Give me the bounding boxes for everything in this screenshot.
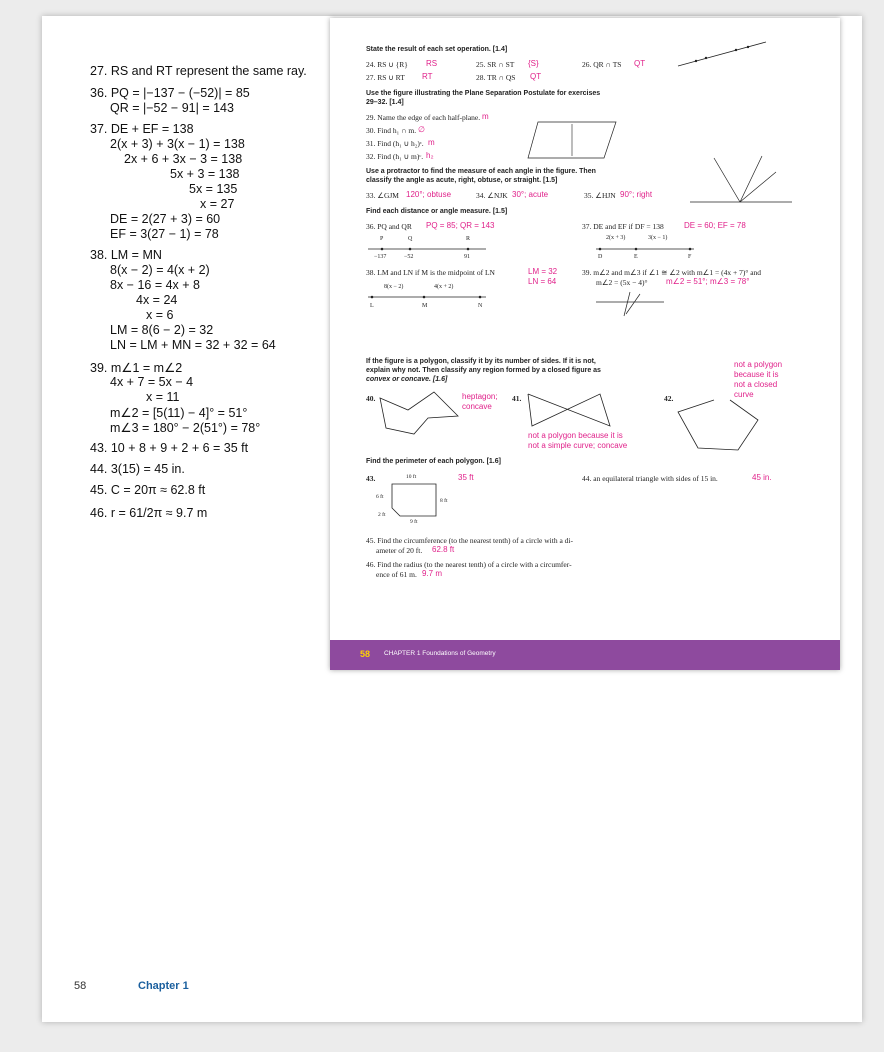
section-heading: 29–32. [1.4]	[366, 99, 404, 106]
section-heading: convex or concave. [1.6]	[366, 376, 448, 383]
point-label: F	[688, 254, 692, 260]
exercise-37: 37. DE and EF if DF = 138	[582, 222, 664, 231]
side-label: 6 ft	[376, 494, 384, 500]
exercise-45: 45. Find the circumference (to the nearest tenth) of a circle with a di-	[366, 536, 573, 545]
solution-line: 5x + 3 = 138	[170, 167, 240, 181]
solution-line: x = 27	[200, 197, 235, 211]
pentagon-perimeter-figure	[390, 482, 440, 518]
answer-46: 9.7 m	[422, 569, 443, 578]
exercise-36: 36. PQ and QR	[366, 222, 412, 231]
answer-42: curve	[734, 390, 754, 399]
answer-30: ∅	[418, 125, 425, 134]
answer-33: 120°; obtuse	[406, 190, 452, 199]
point-label: N	[478, 303, 483, 309]
answer-27: RT	[422, 72, 433, 81]
solution-line: 5x = 135	[189, 182, 238, 196]
solution-line: x = 6	[146, 308, 174, 322]
section-heading: Find each distance or angle measure. [1.5]	[366, 208, 508, 215]
point-label: M	[422, 303, 428, 309]
solution-line: m∠3 = 180° − 2(51°) = 78°	[110, 421, 261, 435]
tick-label: −137	[374, 254, 387, 260]
angle-rays-diagram	[688, 154, 794, 206]
solution-line: 27. RS and RT represent the same ray.	[90, 64, 307, 78]
exercise-26: 26. QR ∩ TS	[582, 60, 622, 69]
solution-line: 2x + 6 + 3x − 3 = 138	[124, 152, 243, 166]
section-heading: classify the angle as acute, right, obtuse, or straight. [1.5]	[366, 177, 558, 184]
exercise-44: 44. an equilateral triangle with sides of 15 in.	[582, 474, 718, 483]
answer-25: {S}	[528, 59, 539, 68]
bowtie-figure	[526, 390, 616, 430]
exercise-34: 34. ∠NJK	[476, 191, 508, 200]
tick-label: −52	[404, 254, 414, 260]
answer-31: m	[428, 138, 435, 147]
segment-label: 4(x + 2)	[434, 284, 454, 290]
solution-line: 2(x + 3) + 3(x − 1) = 138	[110, 137, 245, 151]
angle-1-2-3-diagram	[596, 290, 666, 318]
answer-45: 62.8 ft	[432, 545, 455, 554]
exercise-33: 33. ∠GJM	[366, 191, 399, 200]
half-plane-diagram	[528, 118, 618, 162]
footer-page-number: 58	[360, 649, 371, 659]
answer-40: concave	[462, 402, 492, 411]
answer-42: not a polygon	[734, 360, 783, 369]
answer-43: 35 ft	[458, 473, 474, 482]
section-heading: If the figure is a polygon, classify it by its number of sides. If it is not,	[366, 358, 596, 365]
side-label: 10 ft	[406, 474, 417, 480]
answer-35: 90°; right	[620, 190, 653, 199]
exercise-25: 25. SR ∩ ST	[476, 60, 515, 69]
number-line-pqr	[368, 244, 488, 254]
point-label: R	[466, 236, 471, 242]
solution-line: 8(x − 2) = 4(x + 2)	[110, 263, 210, 277]
section-heading: explain why not. Then classify any region formed by a closed figure as	[366, 367, 601, 374]
solution-line: 37. DE + EF = 138	[90, 122, 194, 136]
exercise-42: 42.	[664, 394, 674, 403]
solution-line: 38. LM = MN	[90, 248, 162, 262]
open-curve-figure	[676, 398, 762, 454]
exercise-43: 43.	[366, 474, 376, 483]
section-heading: Use the figure illustrating the Plane Separation Postulate for exercises	[366, 90, 601, 97]
segment-lmn	[368, 292, 488, 302]
exercise-24: 24. RS ∪ {R}	[366, 60, 408, 69]
solution-line: 36. PQ = |−137 − (−52)| = 85	[90, 86, 250, 100]
exercise-32: 32. Find (h₁ ∪ m)ᶜ.	[366, 152, 424, 161]
exercise-41: 41.	[512, 394, 522, 403]
answer-34: 30°; acute	[512, 190, 549, 199]
solution-line: DE = 2(27 + 3) = 60	[110, 212, 221, 226]
exercise-30: 30. Find h₁ ∩ m.	[366, 126, 417, 135]
solution-line: 8x − 16 = 4x + 8	[110, 278, 200, 292]
solution-line: QR = |−52 − 91| = 143	[110, 101, 234, 115]
solution-line: 43. 10 + 8 + 9 + 2 + 6 = 35 ft	[90, 441, 249, 455]
segment-label: 3(x − 1)	[648, 235, 668, 241]
answer-37: DE = 60; EF = 78	[684, 221, 746, 230]
exercise-29: 29. Name the edge of each half-plane.	[366, 113, 481, 122]
solution-line: 44. 3(15) = 45 in.	[90, 462, 185, 476]
answer-32: h₂	[426, 151, 434, 160]
solution-line: m∠2 = [5(11) − 4]° = 51°	[110, 406, 248, 420]
solution-line: 4x + 7 = 5x − 4	[110, 375, 194, 389]
answer-41: not a simple curve; concave	[528, 441, 628, 450]
solution-line: 39. m∠1 = m∠2	[90, 361, 183, 375]
section-heading: State the result of each set operation. [1.4]	[366, 46, 508, 53]
exercise-38: 38. LM and LN if M is the midpoint of LN	[366, 268, 495, 277]
solution-line: EF = 3(27 − 1) = 78	[110, 227, 219, 241]
answer-28: QT	[530, 72, 542, 81]
point-label: E	[634, 254, 638, 260]
exercise-46: 46. Find the radius (to the nearest tenth) of a circle with a circumfer-	[366, 560, 572, 569]
exercise-46: ence of 61 m.	[376, 570, 417, 579]
exercise-39: m∠2 = (5x − 4)°	[596, 278, 648, 287]
point-label: Q	[408, 236, 413, 242]
line-diagram	[678, 40, 768, 70]
answer-41: not a polygon because it is	[528, 431, 623, 440]
answer-38-ln: LN = 64	[528, 277, 557, 286]
section-heading: Find the perimeter of each polygon. [1.6]	[366, 458, 501, 465]
chapter-footer-bar	[330, 640, 840, 670]
page-number: 58	[74, 980, 87, 992]
section-heading: Use a protractor to find the measure of each angle in the figure. Then	[366, 168, 596, 175]
solution-line: 46. r = 61/2π ≈ 9.7 m	[90, 506, 208, 520]
tick-label: 91	[464, 254, 470, 260]
answer-36: PQ = 85; QR = 143	[426, 221, 495, 230]
side-label: 9 ft	[410, 519, 418, 525]
exercise-45: ameter of 20 ft.	[376, 546, 423, 555]
solution-line: 45. C = 20π ≈ 62.8 ft	[90, 483, 206, 497]
answer-42: not a closed	[734, 380, 778, 389]
answer-26: QT	[634, 59, 646, 68]
segment-label: 8(x − 2)	[384, 284, 404, 290]
point-label: P	[380, 236, 384, 242]
exercise-39: 39. m∠2 and m∠3 if ∠1 ≅ ∠2 with m∠1 = (4x + 7)° and	[582, 268, 762, 277]
point-label: L	[370, 303, 374, 309]
answer-44: 45 in.	[752, 473, 772, 482]
segment-def	[596, 244, 696, 254]
solution-line: LN = LM + MN = 32 + 32 = 64	[110, 338, 276, 352]
textbook-page-inset	[330, 18, 840, 670]
heptagon-figure	[378, 388, 460, 436]
point-label: D	[598, 254, 603, 260]
exercise-28: 28. TR ∩ QS	[476, 73, 516, 82]
answer-40: heptagon;	[462, 392, 498, 401]
answer-24: RS	[426, 59, 438, 68]
solution-line: 4x = 24	[136, 293, 178, 307]
answer-38-lm: LM = 32	[528, 267, 558, 276]
answer-42: because it is	[734, 370, 779, 379]
exercise-31: 31. Find (h₁ ∪ h₂)ᶜ.	[366, 139, 424, 148]
solution-line: x = 11	[146, 390, 180, 404]
segment-label: 2(x + 3)	[606, 235, 626, 241]
answer-29: m	[482, 112, 489, 121]
footer-chapter-title: CHAPTER 1 Foundations of Geometry	[384, 650, 496, 657]
exercise-40: 40.	[366, 394, 376, 403]
answer-39: m∠2 = 51°; m∠3 = 78°	[666, 277, 750, 286]
chapter-label: Chapter 1	[138, 980, 189, 992]
solution-line: LM = 8(6 − 2) = 32	[110, 323, 214, 337]
answer-key-page	[42, 16, 862, 1022]
exercise-27: 27. RS ∪ RT	[366, 73, 405, 82]
exercise-35: 35. ∠HJN	[584, 191, 616, 200]
side-label: 2 ft	[378, 512, 386, 518]
side-label: 8 ft	[440, 498, 448, 504]
